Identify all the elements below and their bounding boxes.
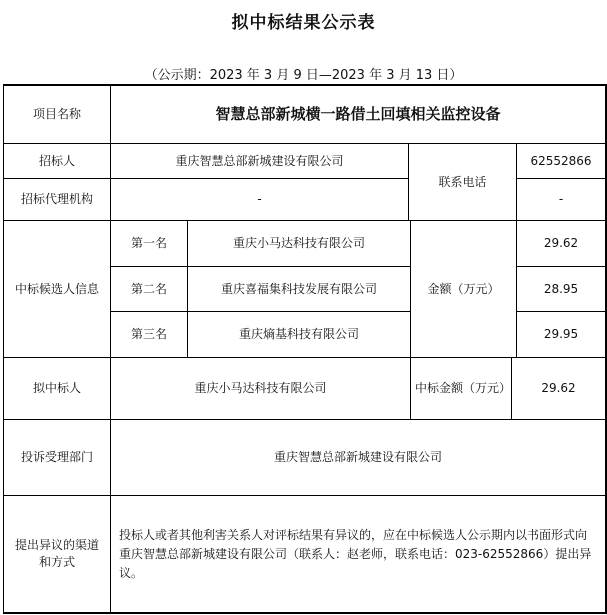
project-name-label: 项目名称 [32,107,81,121]
objection-channel-value: 投标人或者其他利害关系人对评标结果有异议的，应在中标候选人公示期内以书面形式向重庆智慧总部新城建设有限公司（联系人：赵老师，联系电话：023-62552866）提出异议。 [119,527,592,580]
candidate-amount: 29.62 [543,236,579,250]
candidate-rank: 第二名 [130,281,167,296]
winner-amount: 29.62 [541,381,576,395]
complaint-dept-label: 投诉受理部门 [20,450,93,464]
complaint-dept-value: 重庆智慧总部新城建设有限公司 [273,450,442,464]
agency-phone: - [558,192,564,206]
winner-label: 拟中标人 [32,381,81,395]
candidate-rank: 第三名 [130,327,167,341]
candidate-company: 重庆小马达科技有限公司 [232,236,365,250]
agency-value: - [257,192,262,206]
tenderee-phone: 62552866 [530,153,592,168]
winner-value: 重庆小马达科技有限公司 [194,381,327,395]
candidate-rank: 第一名 [130,236,167,250]
page-title: 拟中标结果公示表 [231,13,376,33]
candidate-company: 重庆喜福集科技发展有限公司 [220,281,377,296]
candidates-label: 中标候选人信息 [14,281,99,296]
winner-amount-label: 中标金额（万元） [415,381,512,395]
candidate-amount-label: 金额（万元） [427,281,500,296]
contact-phone-label: 联系电话 [438,174,487,189]
objection-channel-label: 提出异议的渠道和方式 [14,538,99,569]
tenderee-label: 招标人 [38,153,75,168]
publicity-period: （公示期：2023 年 3 月 9 日—2023 年 3 月 13 日） [144,68,463,83]
candidate-company: 重庆熵基科技有限公司 [238,327,359,341]
agency-label: 招标代理机构 [20,192,93,206]
candidate-amount: 28.95 [543,281,579,296]
tenderee-value: 重庆智慧总部新城建设有限公司 [175,153,344,168]
candidate-amount: 29.95 [543,327,579,341]
project-name-value: 智慧总部新城横一路借土回填相关监控设备 [215,105,501,123]
